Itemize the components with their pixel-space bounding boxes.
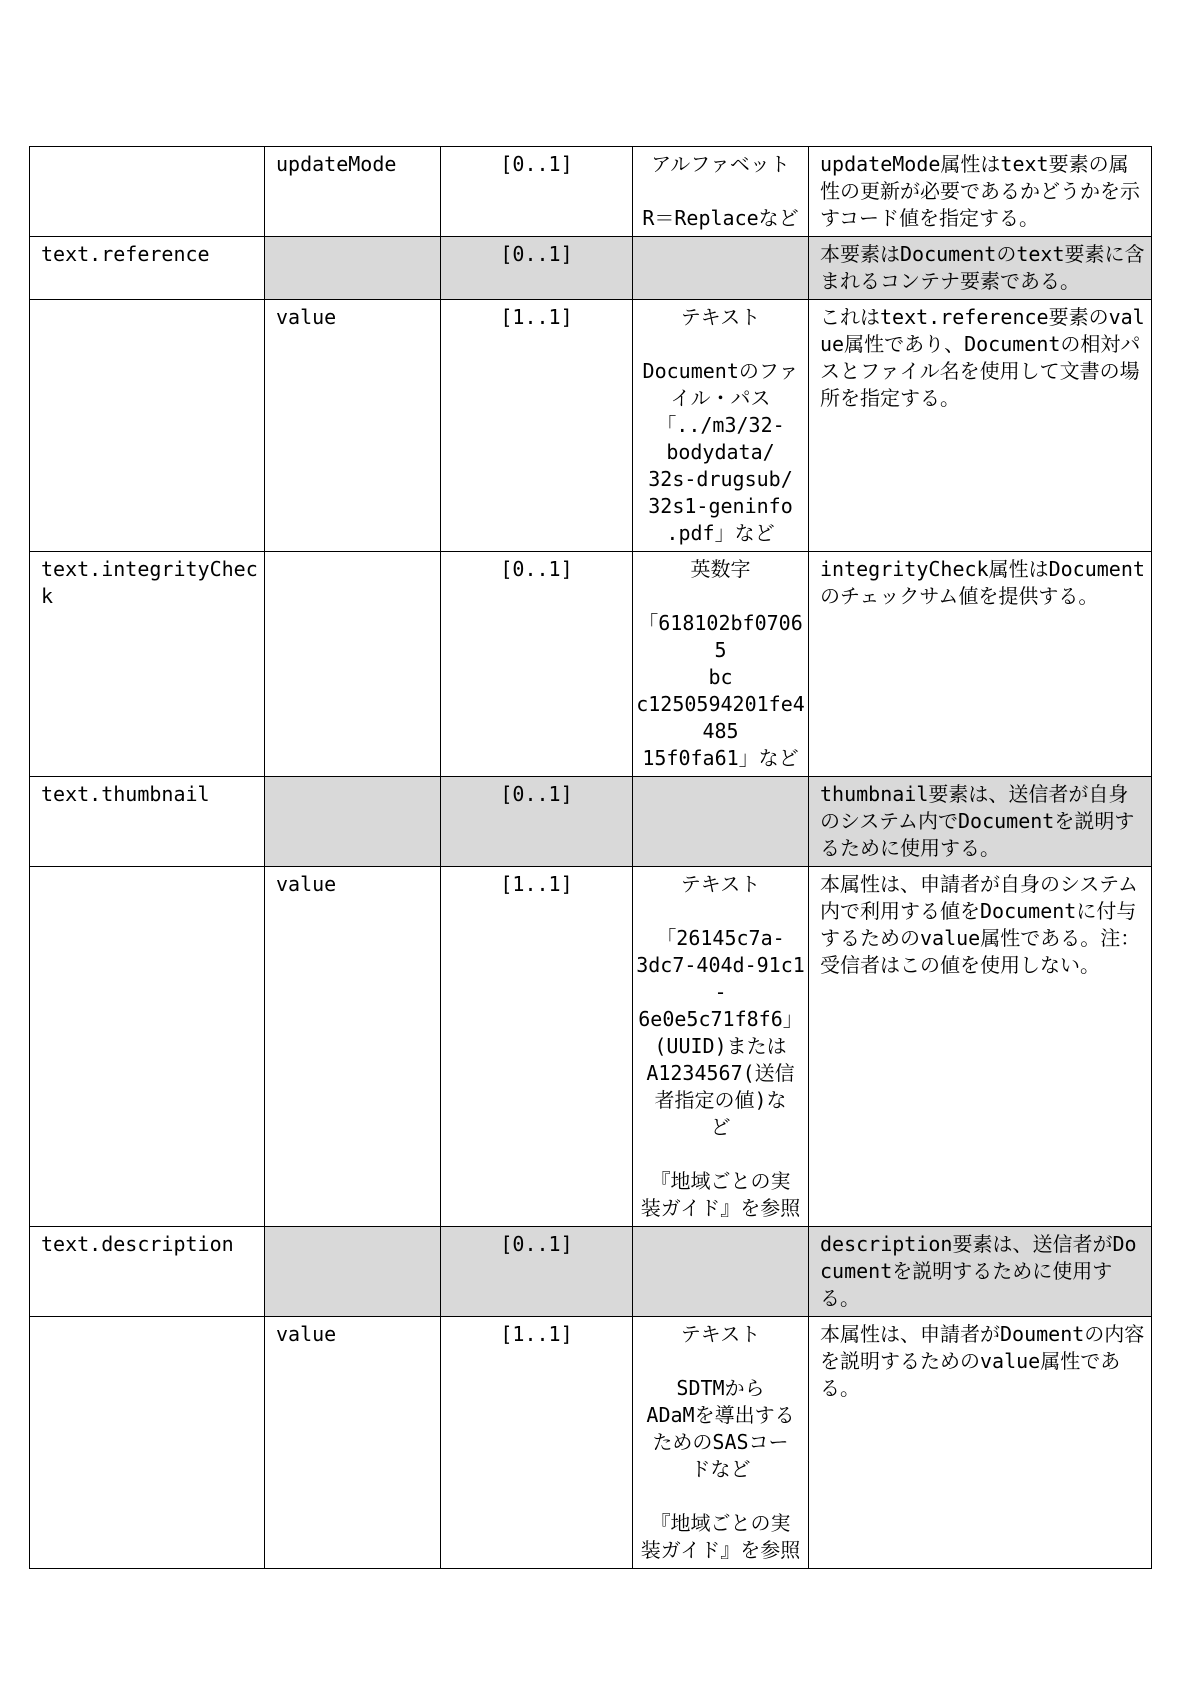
type-cell xyxy=(633,777,809,867)
table-row xyxy=(30,1317,1152,1569)
type-line xyxy=(636,1348,805,1375)
table-row xyxy=(30,147,1152,237)
description-text: 本属性は、申請者が自身のシステム内で利用する値をDocumentに付与するためのvalue属性である。注：受信者はこの値を使用しない。 xyxy=(820,872,1141,977)
description-cell xyxy=(809,1227,1152,1317)
cardinality-cell: [1..1] xyxy=(441,867,633,1227)
description-text: updateMode属性はtext要素の属性の更新が必要であるかどうかを示すコード値を指定する。 xyxy=(820,152,1140,230)
type-line: 32s-drugsub/ xyxy=(648,467,793,491)
type-line: 英数字 xyxy=(690,557,751,581)
type-cell xyxy=(633,1317,809,1569)
table-body xyxy=(30,147,1152,1569)
type-line xyxy=(636,1483,805,1510)
table-row xyxy=(30,552,1152,777)
description-cell xyxy=(809,147,1152,237)
type-line: c1250594201fe4 xyxy=(636,692,805,716)
cardinality-cell: [0..1] xyxy=(441,1227,633,1317)
type-cell xyxy=(633,237,809,300)
type-line: 「618102bf07065 xyxy=(638,611,803,662)
type-line xyxy=(636,583,805,610)
description-text: description要素は、送信者がDocumentを説明するために使用する。 xyxy=(820,1232,1137,1310)
table-row xyxy=(30,1227,1152,1317)
type-line: 3dc7-404d-91c1- xyxy=(636,953,805,1004)
type-line: 者指定の値)な xyxy=(654,1088,787,1112)
type-line: アルファベット xyxy=(651,152,790,176)
attribute-cell xyxy=(265,552,441,777)
cardinality-cell: [0..1] xyxy=(441,552,633,777)
description-cell xyxy=(809,777,1152,867)
description-text: これはtext.reference要素のvalue属性であり、Documentの相対パスとファイル名を使用して文書の場所を指定する。 xyxy=(820,305,1145,410)
cardinality-cell: [1..1] xyxy=(441,1317,633,1569)
element-cell xyxy=(30,300,265,552)
type-line: bodydata/ xyxy=(666,440,775,464)
type-line: SDTMから xyxy=(676,1376,765,1400)
type-line xyxy=(636,1141,805,1168)
type-line: 『地域ごとの実 xyxy=(650,1511,791,1535)
type-line: ど xyxy=(710,1115,731,1139)
cardinality-cell: [0..1] xyxy=(441,777,633,867)
type-line: (UUID)または xyxy=(654,1034,787,1058)
cardinality-cell: [0..1] xyxy=(441,237,633,300)
description-cell xyxy=(809,300,1152,552)
type-cell xyxy=(633,147,809,237)
attribute-cell xyxy=(265,237,441,300)
type-line: ADaMを導出する xyxy=(646,1403,795,1427)
type-line: 「../m3/32- xyxy=(656,413,785,437)
attribute-cell xyxy=(265,1227,441,1317)
type-line: テキスト xyxy=(680,872,761,896)
type-line: テキスト xyxy=(680,305,761,329)
type-line: .pdf」など xyxy=(666,521,775,545)
description-text: 本要素はDocumentのtext要素に含まれるコンテナ要素である。 xyxy=(820,242,1145,293)
type-cell xyxy=(633,552,809,777)
type-line: 装ガイド』を参照 xyxy=(640,1196,801,1220)
attribute-cell xyxy=(265,777,441,867)
type-line: bc xyxy=(708,665,733,689)
table-row xyxy=(30,867,1152,1227)
type-line: Documentのファ xyxy=(642,359,799,383)
description-cell xyxy=(809,1317,1152,1569)
description-cell xyxy=(809,237,1152,300)
type-line: R＝Replaceなど xyxy=(642,206,799,230)
element-cell: text.description xyxy=(30,1227,265,1317)
description-cell xyxy=(809,867,1152,1227)
type-line: A1234567(送信 xyxy=(646,1061,795,1085)
element-cell xyxy=(30,147,265,237)
description-cell xyxy=(809,552,1152,777)
type-line: 装ガイド』を参照 xyxy=(640,1538,801,1562)
type-line xyxy=(636,331,805,358)
description-text: integrityCheck属性はDocumentのチェックサム値を提供する。 xyxy=(820,557,1145,608)
type-line xyxy=(636,178,805,205)
element-cell xyxy=(30,1317,265,1569)
table-row xyxy=(30,237,1152,300)
type-cell xyxy=(633,867,809,1227)
description-text: thumbnail要素は、送信者が自身のシステム内でDocumentを説明するために使用する。 xyxy=(820,782,1135,860)
element-cell: text.reference xyxy=(30,237,265,300)
type-line xyxy=(636,898,805,925)
element-cell xyxy=(30,867,265,1227)
attribute-cell: value xyxy=(265,300,441,552)
attribute-cell: value xyxy=(265,867,441,1227)
element-cell: text.integrityCheck xyxy=(30,552,265,777)
cardinality-cell: [1..1] xyxy=(441,300,633,552)
element-cell: text.thumbnail xyxy=(30,777,265,867)
type-line: テキスト xyxy=(680,1322,761,1346)
attribute-cell: updateMode xyxy=(265,147,441,237)
type-line: イル・パス xyxy=(670,386,771,410)
type-line: ためのSASコー xyxy=(652,1430,789,1454)
type-line: 485 xyxy=(702,719,739,743)
attribute-cell: value xyxy=(265,1317,441,1569)
type-cell xyxy=(633,300,809,552)
type-cell xyxy=(633,1227,809,1317)
table-row xyxy=(30,777,1152,867)
type-line: 15f0fa61」など xyxy=(642,746,799,770)
table-row xyxy=(30,300,1152,552)
type-line: 6e0e5c71f8f6」 xyxy=(638,1007,803,1031)
type-line: 32s1-geninfo xyxy=(648,494,793,518)
attribute-table xyxy=(29,146,1152,1569)
description-text: 本属性は、申請者がDoumentの内容を説明するためのvalue属性である。 xyxy=(820,1322,1145,1400)
type-line: 『地域ごとの実 xyxy=(650,1169,791,1193)
cardinality-cell: [0..1] xyxy=(441,147,633,237)
type-line: ドなど xyxy=(690,1457,751,1481)
type-line: 「26145c7a- xyxy=(656,926,785,950)
